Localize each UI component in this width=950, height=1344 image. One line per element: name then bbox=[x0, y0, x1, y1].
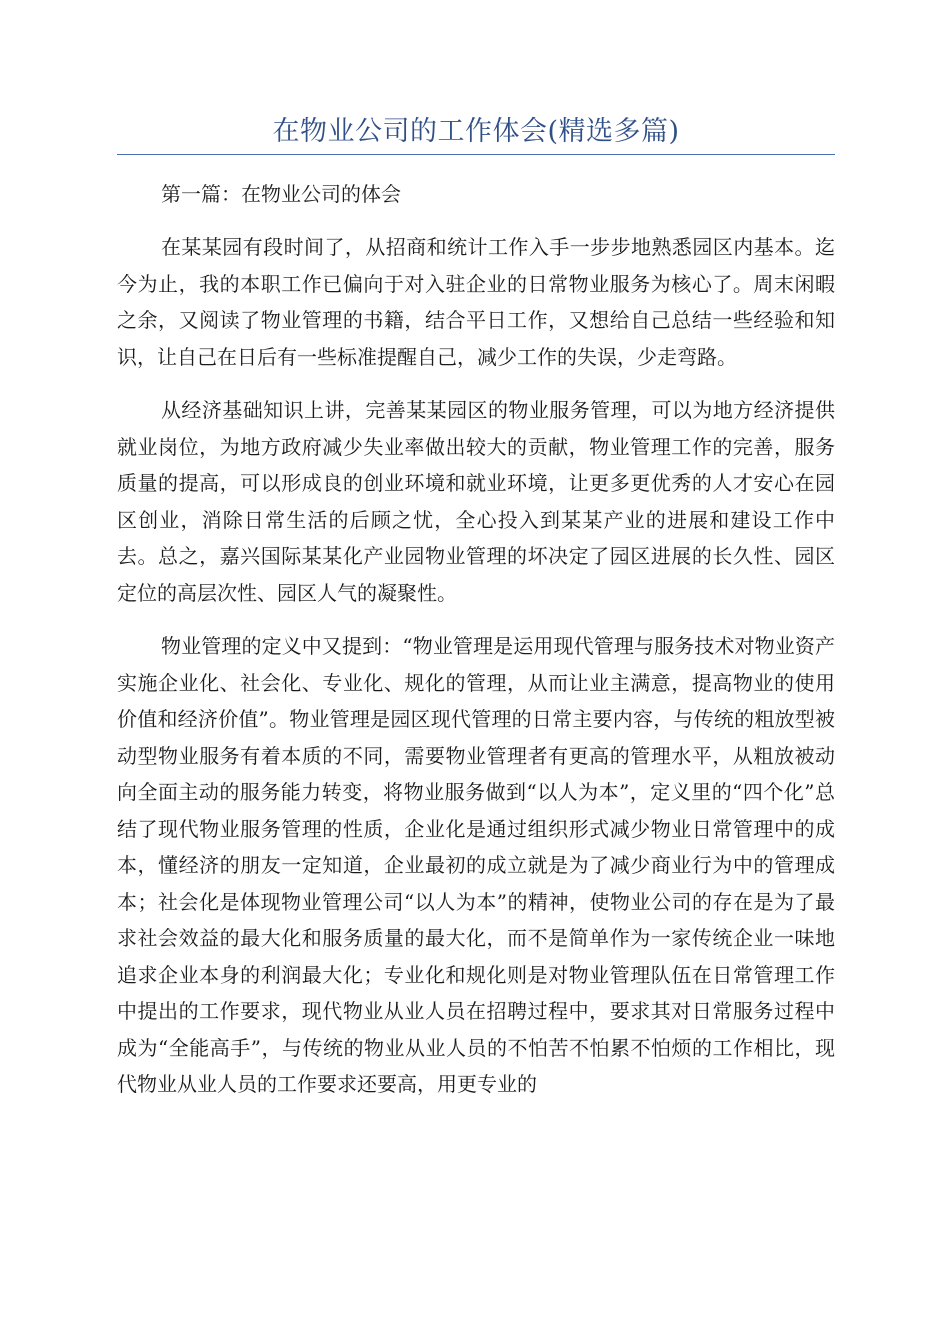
document-body bbox=[117, 176, 835, 1120]
paragraph-3: 物业管理的定义中又提到：“物业管理是运用现代管理与服务技术对物业资产实施企业化、社会化、专业化、规化的管理，从而让业主满意，提高物业的使用价值和经济价值”。物业管理是园区现代管理的日常主要内容，与传统的粗放型被动型物业服务有着本质的不同，需要物业管理者有更高的管理水平，从粗放被动向全面主动的服务能力转变，将物业服务做到“以人为本”，定义里的“四个化”总结了现代物业服务管理的性质，企业化是通过组织形式减少物业日常管理中的成本，懂经济的朋友一定知道，企业最初的成立就是为了减少商业行为中的管理成本；社会化是体现物业管理公司“以人为本”的精神，使物业公司的存在是为了最求社会效益的最大化和服务质量的最大化，而不是简单作为一家传统企业一味地追求企业本身的利润最大化；专业化和规化则是对物业管理队伍在日常管理工作中提出的工作要求，现代物业从业人员在招聘过程中，要求其对日常服务过程中成为“全能高手”，与传统的物业从业人员的不怕苦不怕累不怕烦的工作相比，现代物业从业人员的工作要求还要高，用更专业的 bbox=[117, 634, 835, 1096]
section-heading: 第一篇：在物业公司的体会 bbox=[161, 182, 401, 206]
document-title: 在物业公司的工作体会(精选多篇) bbox=[272, 116, 680, 147]
paragraph-2: 从经济基础知识上讲，完善某某园区的物业服务管理，可以为地方经济提供就业岗位，为地方政府减少失业率做出较大的贡献，物业管理工作的完善，服务质量的提高，可以形成良的创业环境和就业环境，让更多更优秀的人才安心在园区创业，消除日常生活的后顾之忧，全心投入到某某产业的进展和建设工作中去。总之，嘉兴国际某某化产业园物业管理的坏决定了园区进展的长久性、园区定位的高层次性、园区人气的凝聚性。 bbox=[117, 398, 835, 605]
title-underline bbox=[117, 154, 835, 155]
paragraph-1: 在某某园有段时间了，从招商和统计工作入手一步步地熟悉园区内基本。迄今为止，我的本职工作已偏向于对入驻企业的日常物业服务为核心了。周末闲暇之余，又阅读了物业管理的书籍，结合平日工作，又想给自己总结一些经验和知识，让自己在日后有一些标准提醒自己，减少工作的失误，少走弯路。 bbox=[117, 235, 835, 369]
